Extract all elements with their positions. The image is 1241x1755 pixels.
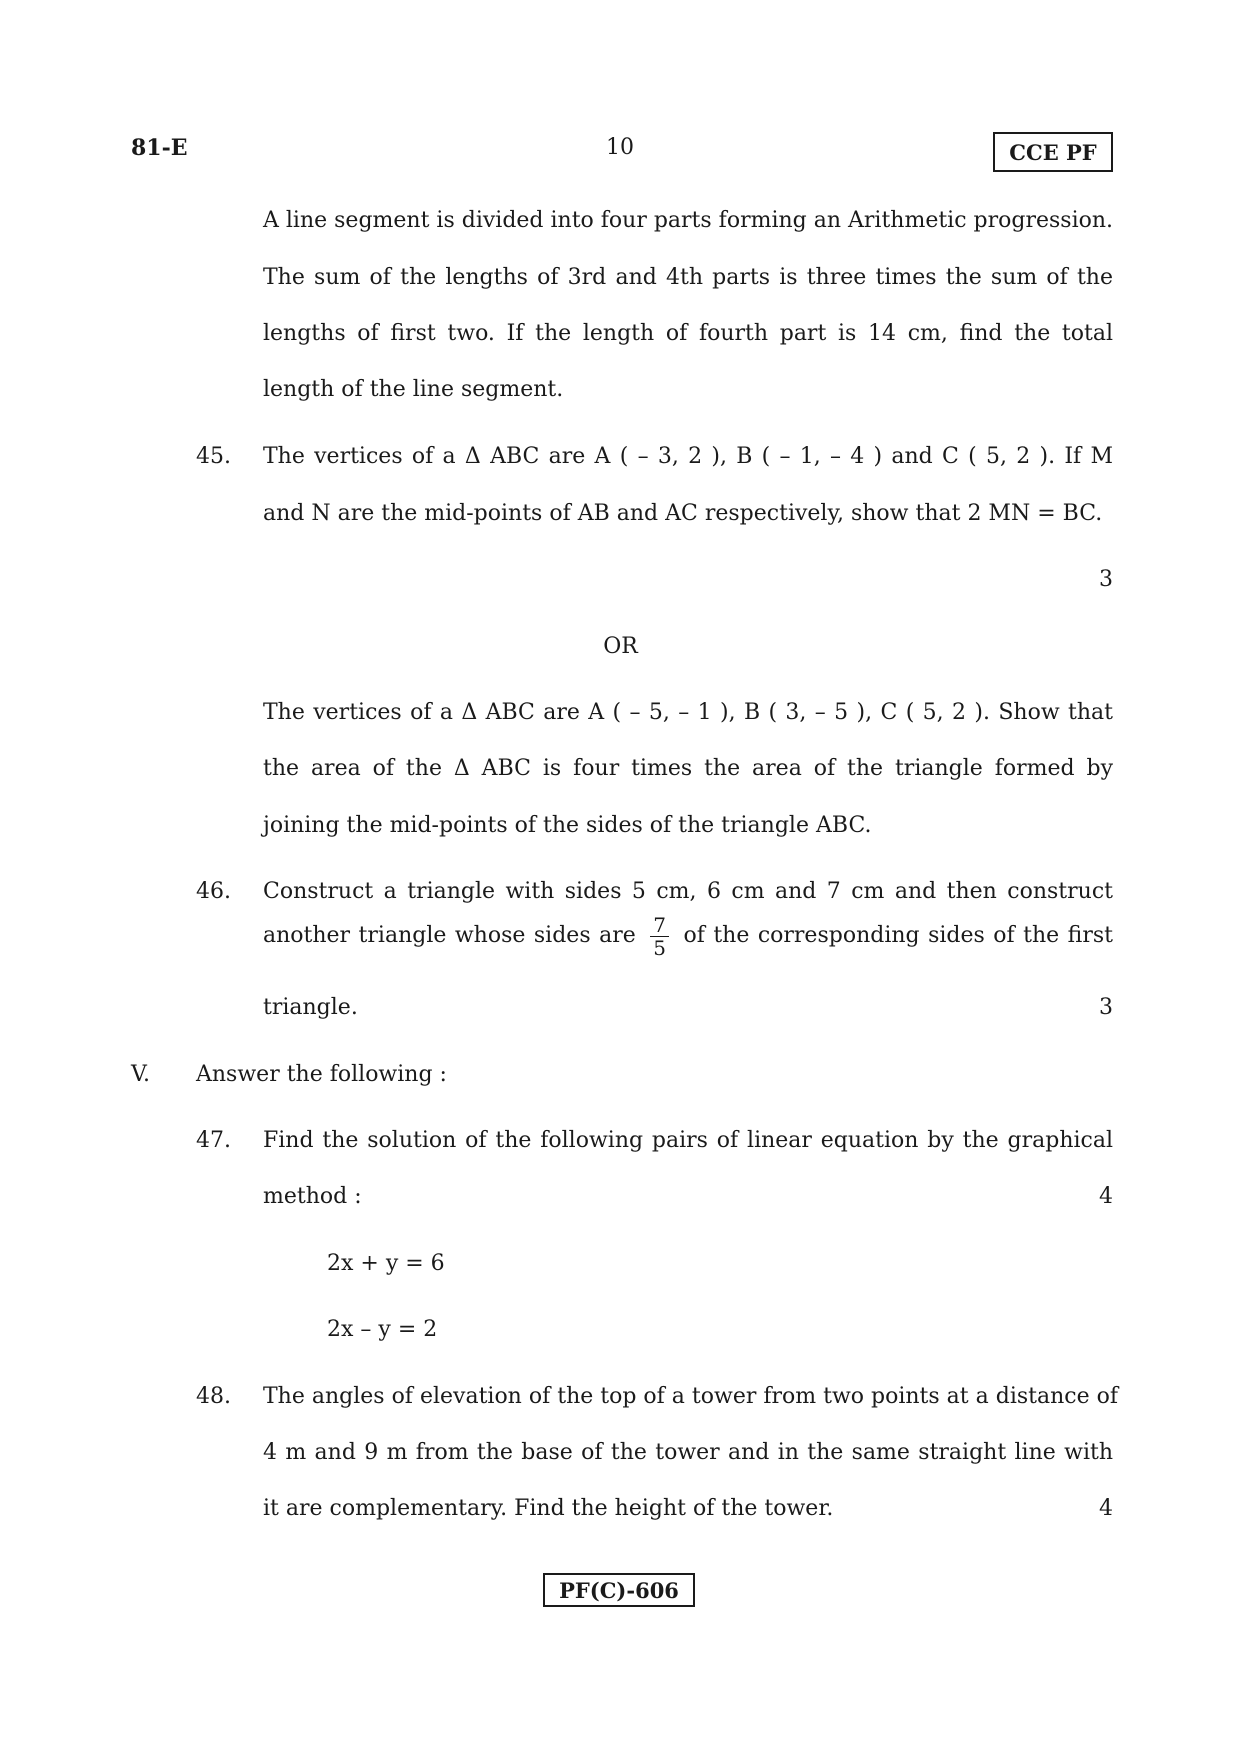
q46-line-2-before: another triangle whose sides are — [263, 923, 636, 948]
q46-line-1: Construct a triangle with sides 5 cm, 6 cm and 7 cm and then construct — [263, 879, 1113, 904]
q48-line-3: it are complementary. Find the height of the tower. — [263, 1496, 834, 1521]
q44-line-3: lengths of first two. If the length of fourth part is 14 cm, find the total — [263, 321, 1113, 346]
equation-1: 2x + y = 6 — [327, 1251, 445, 1276]
equation-2: 2x – y = 2 — [327, 1317, 438, 1342]
q46-line-2-after: of the corresponding sides of the first — [683, 923, 1113, 948]
q44-line-1: A line segment is divided into four parts forming an Arithmetic progression. — [263, 208, 1114, 233]
q47-line-1: Find the solution of the following pairs of linear equation by the graphical — [263, 1128, 1113, 1153]
q45-line-1: The vertices of a Δ ABC are A ( – 3, 2 ), B ( – 1, – 4 ) and C ( 5, 2 ). If M — [263, 444, 1113, 469]
q46-marks: 3 — [1099, 995, 1113, 1020]
q46-line-3: triangle. — [263, 995, 358, 1020]
section-v-label: V. — [131, 1062, 151, 1087]
q45-alt-line-2: the area of the Δ ABC is four times the area of the triangle formed by — [263, 756, 1113, 781]
q45-line-2: and N are the mid-points of AB and AC respectively, show that 2 MN = BC. — [263, 501, 1103, 526]
fraction-seven-fifths — [650, 914, 669, 959]
fraction-numerator: 7 — [650, 914, 669, 937]
q48-line-1: The angles of elevation of the top of a tower from two points at a distance of — [263, 1384, 1118, 1409]
q46-number: 46. — [196, 879, 231, 904]
fraction-denominator: 5 — [653, 935, 666, 960]
q45-number: 45. — [196, 444, 231, 469]
q47-number: 47. — [196, 1128, 231, 1153]
footer-code-box: PF(C)-606 — [543, 1573, 695, 1607]
q48-line-2: 4 m and 9 m from the base of the tower and in the same straight line with — [263, 1440, 1113, 1465]
q45-marks: 3 — [1099, 567, 1113, 592]
q46-line-2 — [263, 908, 1113, 964]
section-v-instruction: Answer the following : — [196, 1062, 447, 1087]
exam-code-box: CCE PF — [993, 132, 1113, 172]
q44-line-2: The sum of the lengths of 3rd and 4th parts is three times the sum of the — [263, 265, 1113, 290]
q47-marks: 4 — [1099, 1184, 1113, 1209]
q45-alt-line-3: joining the mid-points of the sides of the triangle ABC. — [263, 813, 872, 838]
q47-line-2: method : — [263, 1184, 362, 1209]
page-number: 10 — [606, 135, 634, 160]
paper-code: 81-E — [131, 135, 188, 161]
or-label: OR — [603, 634, 638, 659]
q48-number: 48. — [196, 1384, 231, 1409]
q44-line-4: length of the line segment. — [263, 377, 564, 402]
q48-marks: 4 — [1099, 1496, 1113, 1521]
q45-alt-line-1: The vertices of a Δ ABC are A ( – 5, – 1 ), B ( 3, – 5 ), C ( 5, 2 ). Show that — [263, 700, 1113, 725]
